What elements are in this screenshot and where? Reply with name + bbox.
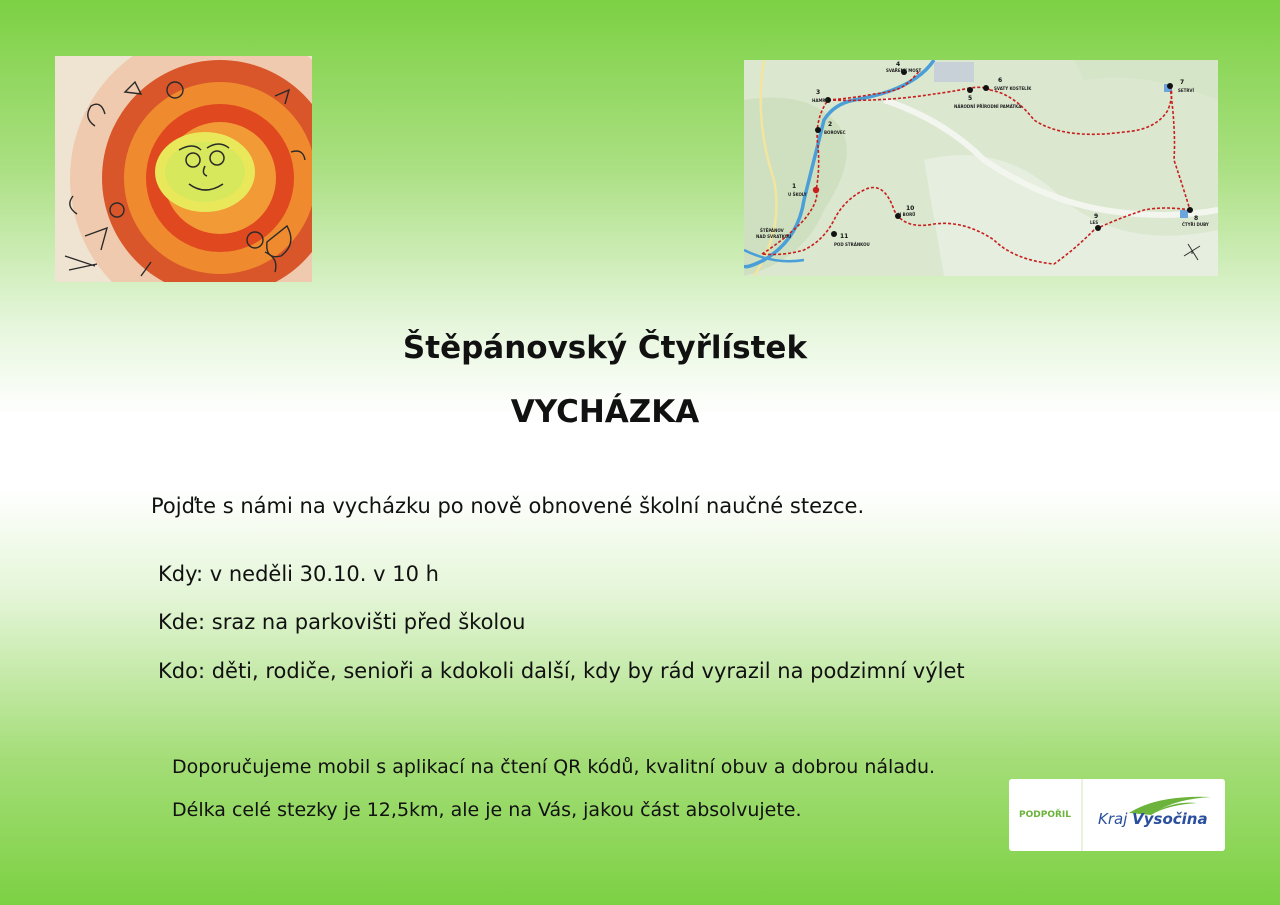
when-line: Kdy: v neděli 30.10. v 10 h bbox=[158, 562, 439, 586]
supported-by-label: PODPOŘIL bbox=[1019, 810, 1071, 820]
brand-name bbox=[1098, 810, 1208, 828]
svg-text:BOROVEC: BOROVEC bbox=[824, 130, 846, 135]
trail-length-text: Délka celé stezky je 12,5km, ale je na Vás, jakou část absolvujete. bbox=[172, 799, 802, 821]
svg-text:9: 9 bbox=[1094, 213, 1099, 220]
brand-prefix: Kraj bbox=[1098, 810, 1128, 828]
logo-divider bbox=[1081, 779, 1083, 851]
svg-text:3: 3 bbox=[816, 89, 821, 96]
where-line: Kde: sraz na parkovišti před školou bbox=[158, 610, 526, 634]
svg-text:U BORŮ: U BORŮ bbox=[898, 212, 916, 217]
page-subtitle: VYCHÁZKA bbox=[510, 394, 700, 430]
intro-text: Pojďte s námi na vycházku po nově obnovené školní naučné stezce. bbox=[151, 494, 865, 518]
svg-text:U ŠKOLY: U ŠKOLY bbox=[788, 192, 807, 197]
page-title: Štěpánovský Čtyřlístek bbox=[402, 330, 808, 366]
svg-text:SVATÝ KOSTELÍK: SVATÝ KOSTELÍK bbox=[994, 86, 1032, 91]
svg-text:10: 10 bbox=[906, 205, 915, 212]
svg-text:4: 4 bbox=[896, 61, 901, 68]
brand-region: Vysočina bbox=[1132, 810, 1208, 828]
svg-text:LES: LES bbox=[1090, 220, 1099, 225]
svg-text:NAD SVRATKOU: NAD SVRATKOU bbox=[756, 234, 792, 239]
svg-text:SETRVÍ: SETRVÍ bbox=[1178, 88, 1195, 93]
who-line: Kdo: děti, rodiče, senioři a kdokoli další, kdy by rád vyrazil na podzimní výlet bbox=[158, 659, 965, 683]
svg-text:2: 2 bbox=[828, 121, 833, 128]
svg-text:1: 1 bbox=[792, 183, 797, 190]
svg-text:SVAŘENÝ MOST: SVAŘENÝ MOST bbox=[886, 68, 922, 73]
sun-drawing-image bbox=[55, 56, 312, 282]
svg-text:ŠTĚPÁNOV: ŠTĚPÁNOV bbox=[760, 228, 784, 233]
svg-text:11: 11 bbox=[840, 233, 849, 240]
svg-text:HAMRY: HAMRY bbox=[812, 98, 829, 103]
svg-text:8: 8 bbox=[1194, 215, 1199, 222]
sponsor-logo bbox=[1009, 779, 1225, 851]
svg-text:POD STRÁNKOU: POD STRÁNKOU bbox=[834, 242, 870, 247]
svg-text:5: 5 bbox=[968, 95, 973, 102]
svg-text:6: 6 bbox=[998, 77, 1003, 84]
trail-map-image bbox=[744, 60, 1218, 276]
recommendation-text: Doporučujeme mobil s aplikací na čtení QR kódů, kvalitní obuv a dobrou náladu. bbox=[172, 756, 936, 778]
svg-text:7: 7 bbox=[1180, 79, 1185, 86]
svg-text:ČTYŘI DUBY: ČTYŘI DUBY bbox=[1182, 222, 1209, 227]
svg-text:NÁRODNÍ PŘÍRODNÍ PAMÁTKA: NÁRODNÍ PŘÍRODNÍ PAMÁTKA bbox=[954, 104, 1022, 109]
